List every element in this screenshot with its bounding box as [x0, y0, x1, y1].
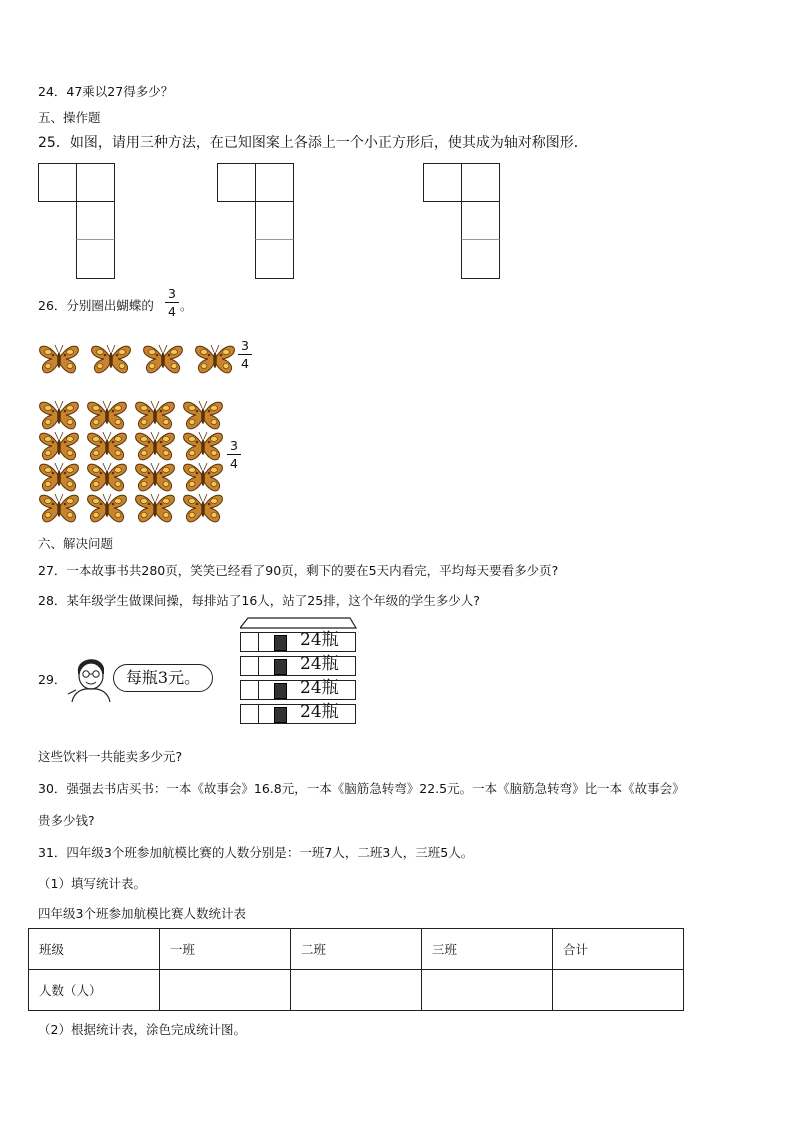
section-problem-title: 六、解决问题 — [38, 536, 114, 551]
butterfly-icon — [182, 398, 224, 432]
butterfly-icon — [182, 429, 224, 463]
question-26 — [38, 298, 154, 314]
table-header-cell: 班级 — [29, 929, 160, 970]
question-31-part-2: （2）根据统计表，涂色完成统计图。 — [38, 1022, 246, 1037]
table-title: 四年级3个班参加航模比赛人数统计表 — [38, 906, 246, 921]
table-header-row — [29, 929, 684, 970]
butterfly-icon — [38, 429, 80, 463]
drink-crate — [240, 627, 357, 651]
butterfly-icon — [38, 342, 80, 376]
table-cell-blank[interactable] — [422, 970, 553, 1011]
butterfly-icon — [86, 460, 128, 494]
table-cell-blank[interactable] — [291, 970, 422, 1011]
crate-label: 24瓶 — [300, 678, 339, 698]
question-26-prefix: 26．分别圈出蝴蝶的 — [38, 298, 154, 313]
butterfly-icon — [86, 398, 128, 432]
fraction-numerator: 3 — [168, 286, 176, 301]
fraction-q26 — [165, 286, 179, 319]
butterfly-icon — [134, 460, 176, 494]
table-cell-blank[interactable] — [160, 970, 291, 1011]
table-row — [29, 970, 684, 1011]
butterfly-icon — [90, 342, 132, 376]
question-30-line-2: 贵多少钱? — [38, 813, 95, 828]
fraction-group-2 — [227, 438, 241, 471]
bottle-icon — [274, 683, 287, 699]
fraction-denominator: 4 — [241, 356, 249, 371]
question-27: 27．一本故事书共280页，笑笑已经看了90页，剩下的要在5天内看完，平均每天要看多少页? — [38, 563, 559, 578]
person-icon — [66, 650, 116, 702]
butterfly-icon — [86, 491, 128, 525]
fraction-denominator: 4 — [230, 456, 238, 471]
bottle-icon — [274, 659, 287, 675]
question-31: 31．四年级3个班参加航模比赛的人数分别是：一班7人，二班3人，三班5人。 — [38, 845, 474, 860]
question-29-number: 29． — [38, 672, 67, 687]
question-26-suffix: 。 — [180, 298, 193, 313]
question-25: 25．如图，请用三种方法，在已知图案上各添上一个小正方形后，使其成为轴对称图形． — [38, 135, 588, 151]
butterfly-icon — [134, 491, 176, 525]
table-header-cell: 二班 — [291, 929, 422, 970]
butterfly-icon — [86, 429, 128, 463]
fraction-numerator: 3 — [241, 338, 249, 353]
question-31-part-1: （1）填写统计表。 — [38, 876, 146, 891]
table-header-cell: 一班 — [160, 929, 291, 970]
fraction-denominator: 4 — [168, 304, 176, 319]
butterfly-icon — [38, 460, 80, 494]
table-cell-blank[interactable] — [553, 970, 684, 1011]
crate-label: 24瓶 — [300, 702, 339, 722]
price-speech-bubble: 每瓶3元。 — [113, 664, 213, 692]
question-30-line-1: 30．强强去书店买书：一本《故事会》16.8元，一本《脑筋急转弯》22.5元。一本《脑筋急转弯》比一本《故事会》 — [38, 781, 685, 796]
question-29-text: 这些饮料一共能卖多少元? — [38, 749, 183, 764]
drink-crate — [240, 675, 357, 699]
table-row-label: 人数（人） — [29, 970, 160, 1011]
butterfly-icon — [182, 491, 224, 525]
butterfly-icon — [38, 491, 80, 525]
butterfly-icon — [182, 460, 224, 494]
question-28: 28．某年级学生做课间操，每排站了16人，站了25排，这个年级的学生多少人? — [38, 593, 480, 608]
section-operation-title: 五、操作题 — [38, 110, 101, 125]
butterfly-icon — [134, 398, 176, 432]
table-header-cell: 三班 — [422, 929, 553, 970]
butterfly-icon — [134, 429, 176, 463]
fraction-numerator: 3 — [230, 438, 238, 453]
drink-crate — [240, 651, 357, 675]
table-header-cell: 合计 — [553, 929, 684, 970]
bottle-icon — [274, 635, 287, 651]
statistics-table — [28, 928, 684, 1011]
drink-crate — [240, 699, 357, 723]
butterfly-icon — [38, 398, 80, 432]
butterfly-icon — [194, 342, 236, 376]
butterfly-icon — [142, 342, 184, 376]
crate-label: 24瓶 — [300, 654, 339, 674]
crate-label: 24瓶 — [300, 630, 339, 650]
question-24: 24．47乘以27得多少？ — [38, 84, 174, 99]
bottle-icon — [274, 707, 287, 723]
fraction-group-1 — [238, 338, 252, 371]
